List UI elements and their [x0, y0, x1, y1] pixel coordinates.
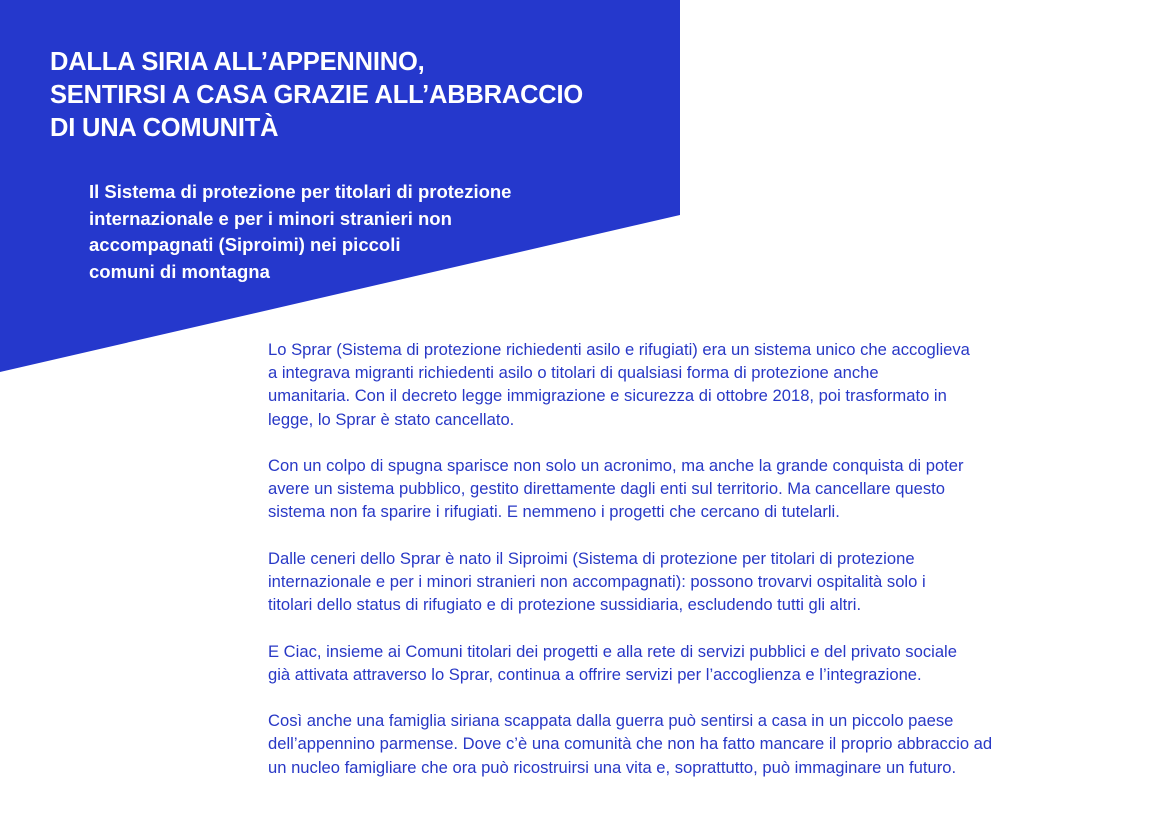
- body-line: Dalle ceneri dello Sprar è nato il Siproimi (Sistema di protezione per titolari di protezione: [268, 548, 915, 568]
- body-line: sistema non fa sparire i rifugiati. E nemmeno i progetti che cercano di tutelarli.: [268, 502, 840, 522]
- title-line: SENTIRSI A CASA GRAZIE ALL’ABBRACCIO: [50, 81, 584, 109]
- body-line: già attivata attraverso lo Sprar, continua a offrire servizi per l’accoglienza e l’integrazione.: [268, 664, 922, 684]
- body-line: titolari dello status di rifugiato e di protezione sussidiaria, escludendo tutti gli altri.: [268, 595, 862, 615]
- body-line: internazionale e per i minori stranieri non accompagnati): possono trovarvi ospitalità solo i: [268, 572, 926, 591]
- body-line: un nucleo famigliare che ora può ricostruirsi una vita e, soprattutto, può immaginare un futuro.: [268, 757, 957, 777]
- subtitle-line: accompagnati (Siproimi) nei piccoli: [89, 234, 401, 255]
- body-paragraph: [268, 338, 1128, 431]
- body-paragraph: [268, 640, 1128, 686]
- body-paragraph: [268, 454, 1128, 524]
- body-line: a integrava migranti richiedenti asilo o titolari di qualsiasi forma di protezione anche: [268, 363, 879, 383]
- body-paragraph: [268, 547, 1128, 617]
- body-paragraph: [268, 709, 1128, 779]
- body-line: Lo Sprar (Sistema di protezione richiedenti asilo e rifugiati) era un sistema unico che accoglieva: [268, 340, 970, 359]
- subtitle-line: Il Sistema di protezione per titolari di protezione: [89, 181, 512, 202]
- subtitle-line: internazionale e per i minori stranieri non: [89, 207, 452, 229]
- subtitle-line: comuni di montagna: [89, 260, 270, 282]
- body-line: dell’appennino parmense. Dove c’è una comunità che non ha fatto mancare il proprio abbraccio ad: [268, 734, 993, 754]
- title-line: DI UNA COMUNITÀ: [50, 114, 279, 142]
- body-line: E Ciac, insieme ai Comuni titolari dei progetti e alla rete di servizi pubblici e del privato sociale: [268, 641, 957, 661]
- body-line: Con un colpo di spugna sparisce non solo un acronimo, ma anche la grande conquista di poter: [268, 456, 964, 475]
- body-line: umanitaria. Con il decreto legge immigrazione e sicurezza di ottobre 2018, poi trasformato in: [268, 386, 947, 406]
- page-title: [50, 46, 650, 145]
- title-line: DALLA SIRIA ALL’APPENNINO,: [50, 48, 425, 76]
- body-text: [268, 338, 1128, 802]
- body-line: legge, lo Sprar è stato cancellato.: [268, 409, 515, 429]
- body-line: Così anche una famiglia siriana scappata dalla guerra può sentirsi a casa in un piccolo paese: [268, 711, 954, 731]
- page-subtitle: [89, 179, 609, 285]
- body-line: avere un sistema pubblico, gestito direttamente dagli enti sul territorio. Ma cancellare questo: [268, 479, 946, 499]
